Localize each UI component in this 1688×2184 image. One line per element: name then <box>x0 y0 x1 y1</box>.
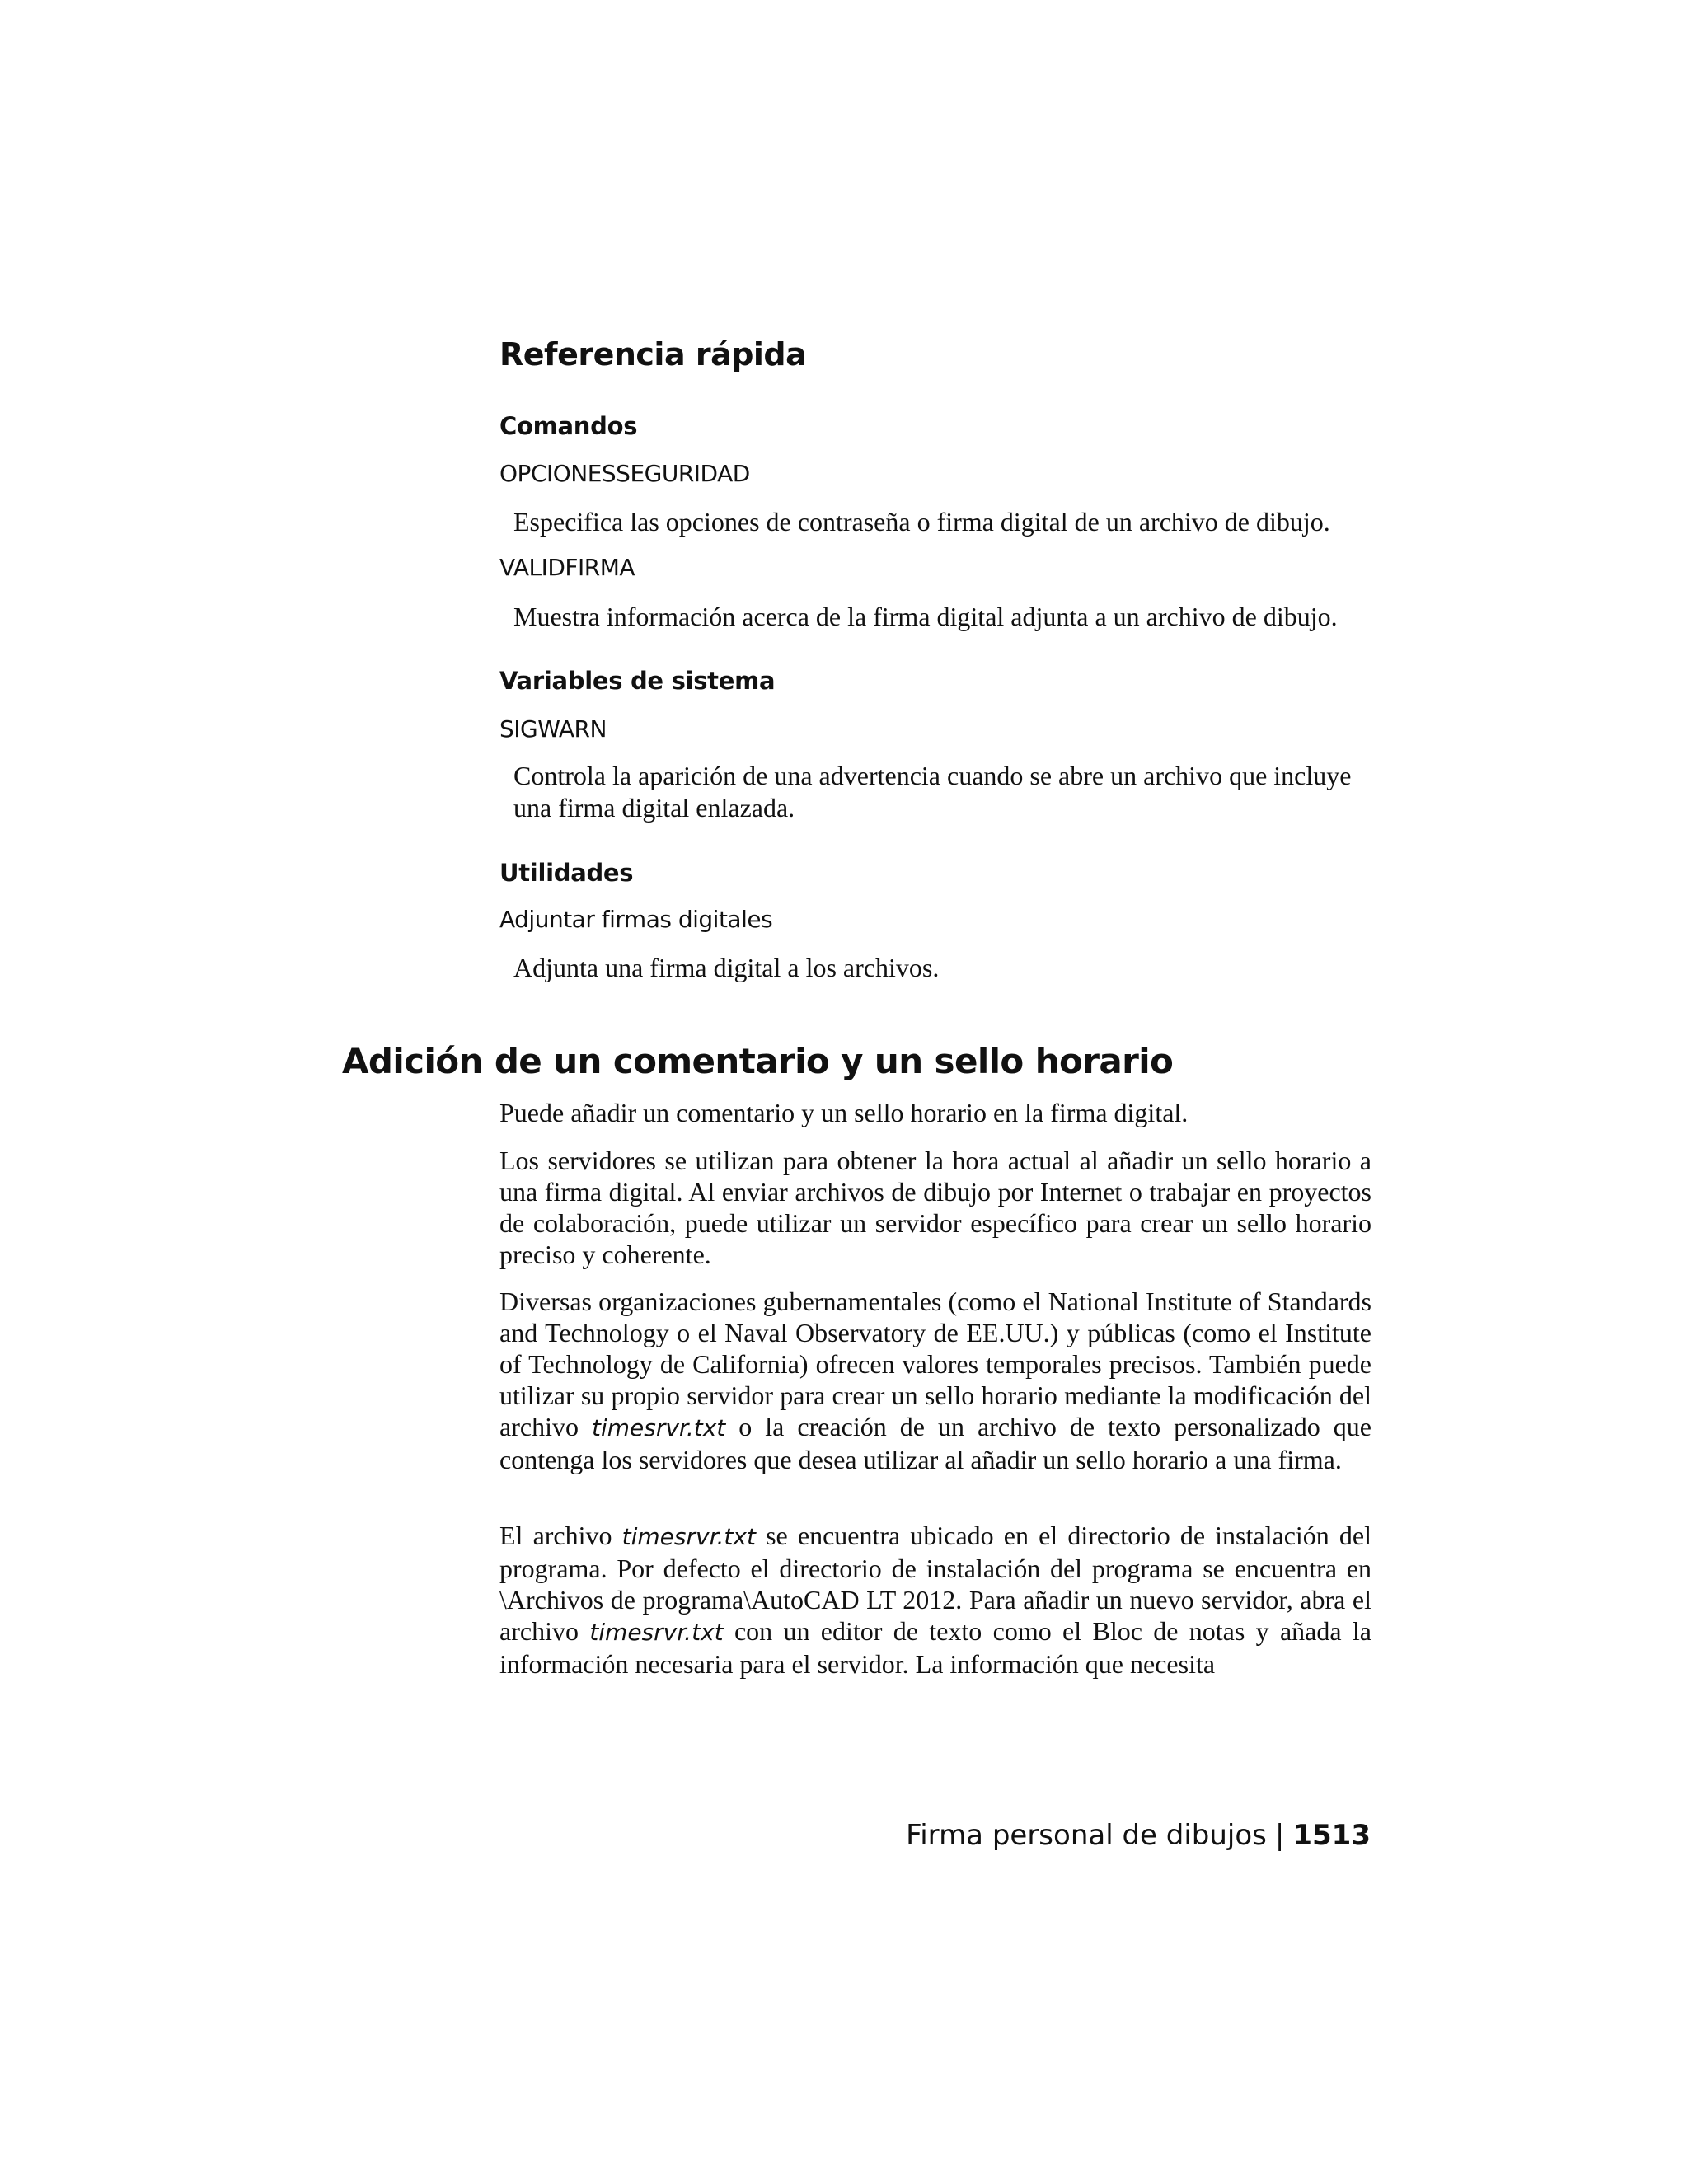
sysvar-name: SIGWARN <box>499 715 607 743</box>
command-description: Especifica las opciones de contraseña o firma digital de un archivo de dibujo. <box>513 507 1330 537</box>
page-number: 1513 <box>1292 1819 1371 1852</box>
utility-description: Adjunta una firma digital a los archivos. <box>513 953 940 982</box>
footer-chapter: Firma personal de dibujos <box>906 1819 1267 1852</box>
filename: timesrvr.txt <box>591 1414 726 1441</box>
utility-name: Adjuntar firmas digitales <box>499 906 773 933</box>
page-footer <box>906 1819 1371 1852</box>
sysvar-description: Controla la aparición de una advertencia cuando se abre un archivo que incluye una firma digital enlazada. <box>513 761 1352 823</box>
command-name: VALIDFIRMA <box>499 554 635 581</box>
utilities-heading: Utilidades <box>499 859 634 887</box>
sysvars-heading: Variables de sistema <box>499 667 776 695</box>
commands-heading: Comandos <box>499 412 638 440</box>
paragraph-text: con un editor de texto como el Bloc de notas y añada la información necesaria para el servidor. La información que necesita <box>499 1616 1372 1679</box>
paragraph-text: El archivo <box>499 1521 622 1550</box>
filename: timesrvr.txt <box>589 1619 724 1646</box>
section-title: Adición de un comentario y un sello horario <box>342 1041 1174 1081</box>
paragraph-text: se encuentra ubicado en el directorio de instalación del programa. Por defecto el directorio de instalación del programa se encuentra en \Archivos de programa\AutoCAD LT 2012. Para añadir un nuevo servidor, abra el archivo <box>499 1521 1372 1646</box>
paragraph: Puede añadir un comentario y un sello horario en la firma digital. <box>499 1098 1189 1127</box>
paragraph-text: Diversas organizaciones gubernamentales (como el National Institute of Standards and Technology o el Naval Observatory de EE.UU.) y públicas (como el Institute of Technology de California) ofrecen valores temporales precisos. También puede utilizar su propio servidor para crear un sello horario mediante la modificación del archivo <box>499 1286 1372 1441</box>
filename: timesrvr.txt <box>621 1523 756 1550</box>
quick-reference-title: Referencia rápida <box>499 336 807 373</box>
paragraph-text: o la creación de un archivo de texto personalizado que contenga los servidores que desea utilizar al añadir un sello horario a una firma. <box>499 1412 1372 1474</box>
footer-separator: | <box>1274 1819 1285 1852</box>
paragraph <box>499 1520 1372 1680</box>
command-description: Muestra información acerca de la firma digital adjunta a un archivo de dibujo. <box>513 602 1338 631</box>
command-name: OPCIONESSEGURIDAD <box>499 460 750 487</box>
paragraph: Los servidores se utilizan para obtener la hora actual al añadir un sello horario a una firma digital. Al enviar archivos de dibujo por Internet o trabajar en proyectos de colaboración, puede utilizar un servidor específico para crear un sello horario preciso y coherente. <box>499 1146 1372 1269</box>
paragraph <box>499 1286 1372 1475</box>
